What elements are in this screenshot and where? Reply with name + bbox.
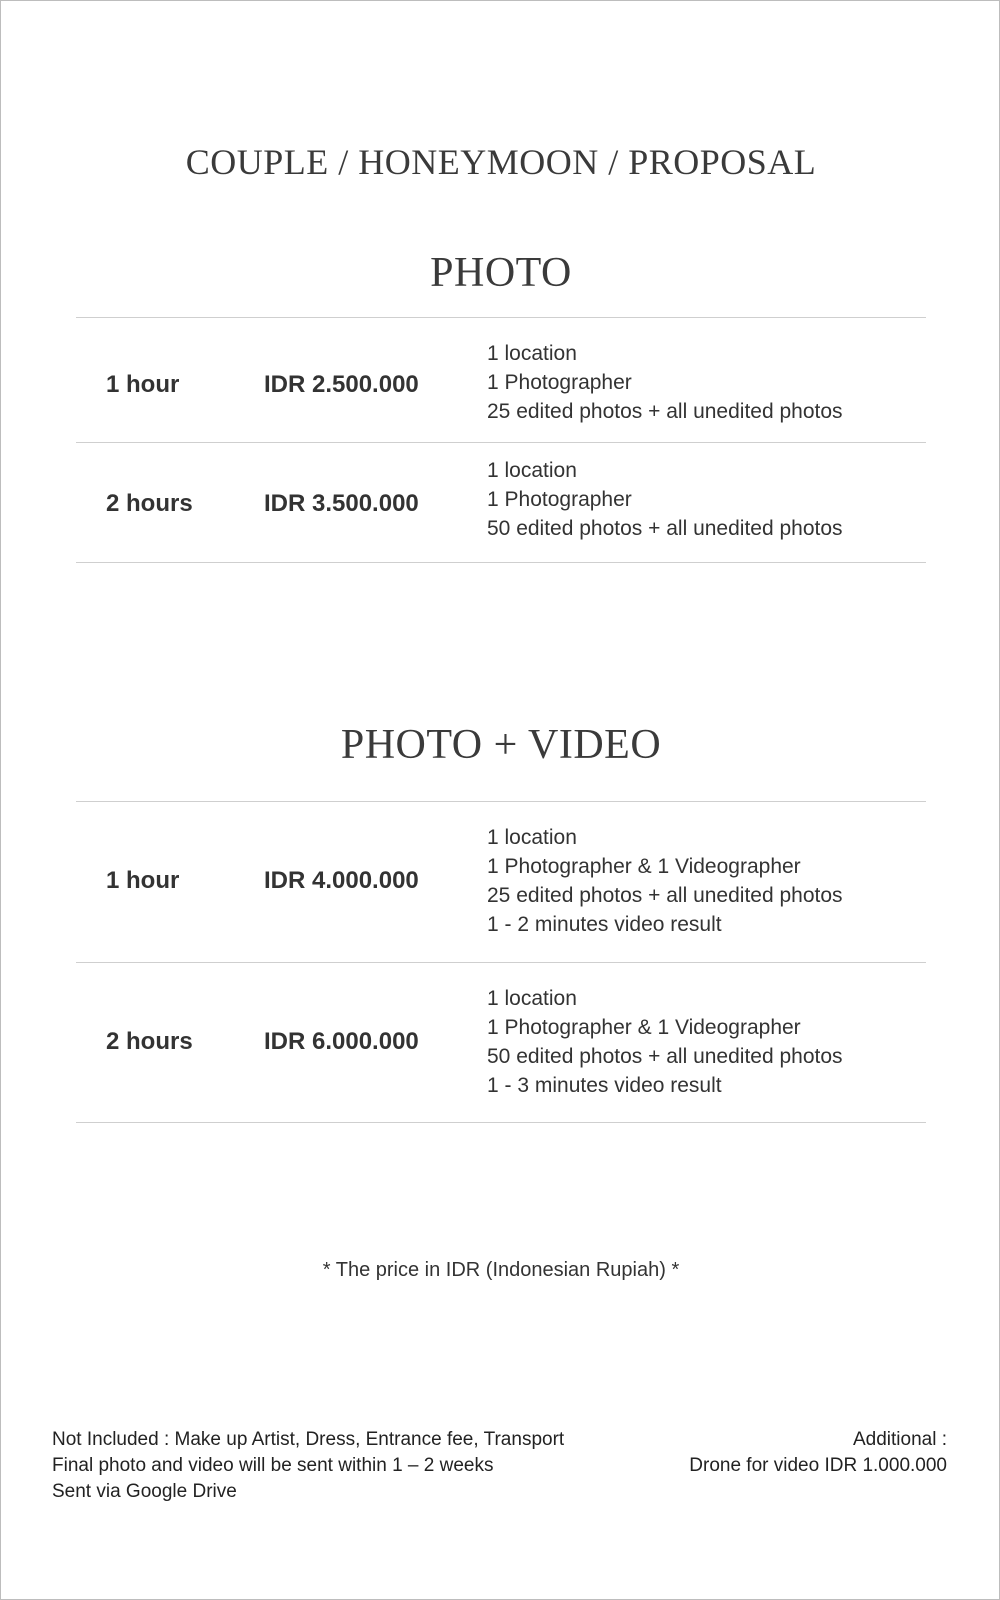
divider [76, 562, 926, 563]
feature-item: 1 Photographer [487, 488, 632, 511]
package-duration: 2 hours [106, 490, 193, 517]
divider [76, 317, 926, 318]
feature-item: 1 Photographer [487, 371, 632, 394]
package-features [487, 456, 843, 543]
feature-item: 50 edited photos + all unedited photos [487, 1045, 843, 1068]
divider [76, 801, 926, 802]
feature-item: 1 Photographer & 1 Videographer [487, 855, 801, 878]
feature-item: 1 - 3 minutes video result [487, 1074, 722, 1097]
footer-line: Not Included : Make up Artist, Dress, Entrance fee, Transport [52, 1429, 565, 1450]
package-duration: 1 hour [106, 371, 180, 398]
page-title: COUPLE / HONEYMOON / PROPOSAL [185, 142, 817, 182]
package-duration: 1 hour [106, 867, 180, 894]
divider [76, 442, 926, 443]
price-currency-note: * The price in IDR (Indonesian Rupiah) * [322, 1259, 680, 1281]
section-title-photo-video: PHOTO + VIDEO [340, 722, 662, 768]
package-features [487, 823, 843, 939]
footer-terms [52, 1427, 564, 1505]
feature-item: 25 edited photos + all unedited photos [487, 884, 843, 907]
footer-line: Final photo and video will be sent within 1 – 2 weeks [52, 1455, 494, 1476]
feature-item: 1 Photographer & 1 Videographer [487, 1016, 801, 1039]
footer-line: Drone for video IDR 1.000.000 [689, 1455, 947, 1476]
package-duration: 2 hours [106, 1028, 193, 1055]
feature-item: 1 - 2 minutes video result [487, 913, 722, 936]
package-price: IDR 2.500.000 [264, 371, 419, 398]
footer-additional [689, 1427, 947, 1479]
feature-item: 1 location [487, 987, 577, 1010]
package-price: IDR 6.000.000 [264, 1028, 419, 1055]
package-features [487, 339, 843, 426]
package-price: IDR 4.000.000 [264, 867, 419, 894]
footer-line: Additional : [852, 1429, 947, 1450]
divider [76, 962, 926, 963]
section-title-photo: PHOTO [430, 250, 572, 296]
divider [76, 1122, 926, 1123]
feature-item: 1 location [487, 826, 577, 849]
package-price: IDR 3.500.000 [264, 490, 419, 517]
feature-item: 25 edited photos + all unedited photos [487, 400, 843, 423]
feature-item: 1 location [487, 459, 577, 482]
feature-item: 1 location [487, 342, 577, 365]
footer-line: Sent via Google Drive [52, 1481, 237, 1502]
feature-item: 50 edited photos + all unedited photos [487, 517, 843, 540]
package-features [487, 984, 843, 1100]
